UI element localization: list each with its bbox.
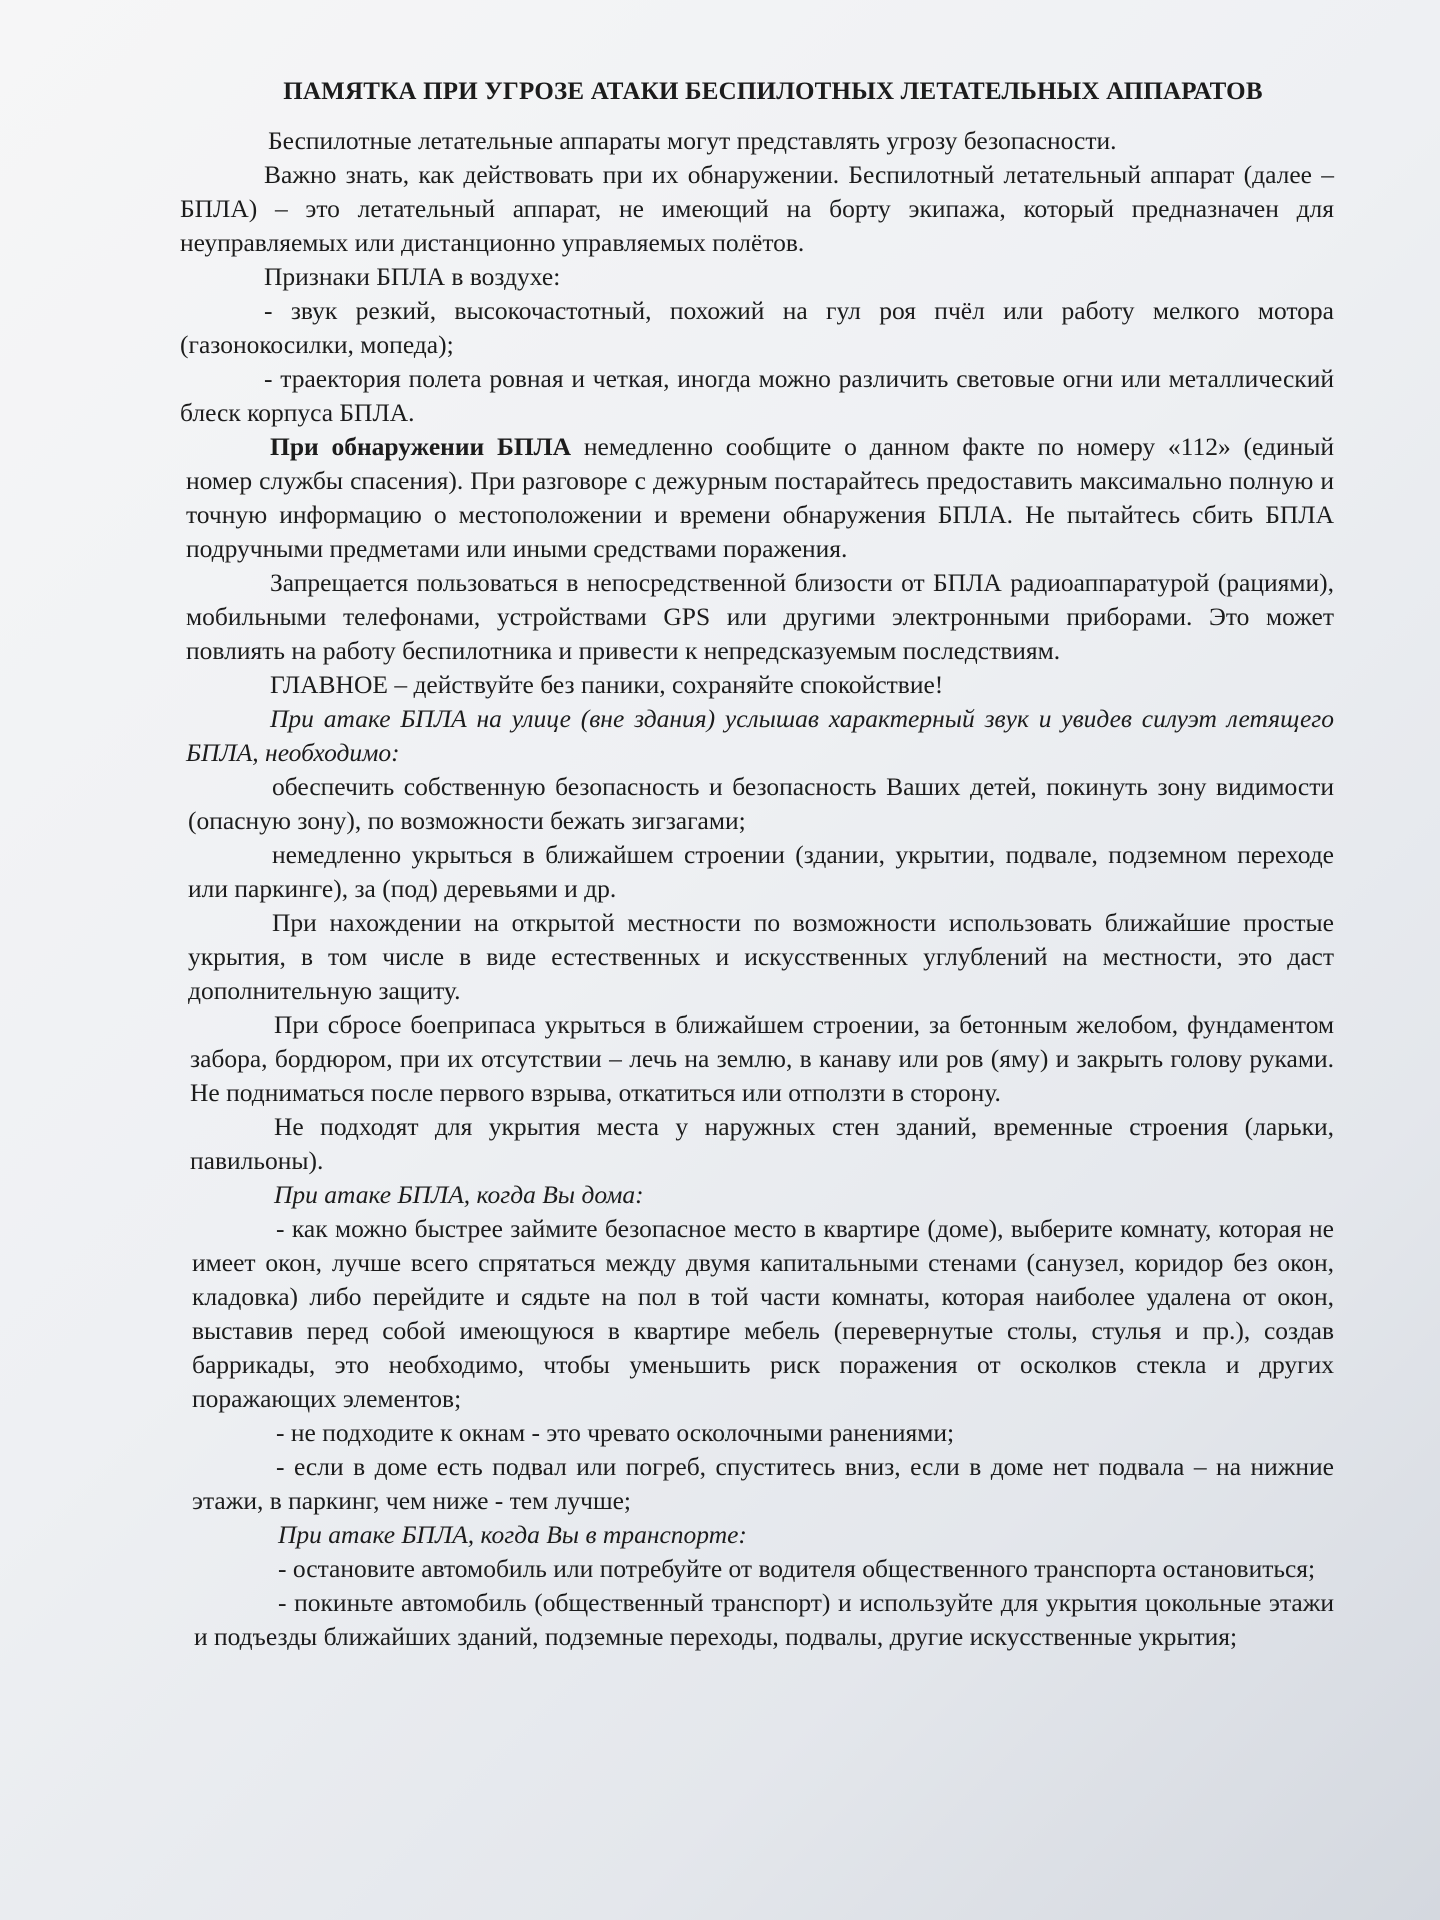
sign-item-1: - звук резкий, высокочастотный, похожий на гул роя пчёл или работу мелкого мотора (газонокосилки, мопеда); (180, 296, 1334, 359)
transport-item-1: - остановите автомобиль или потребуйте от водителя общественного транспорта остановиться; (278, 1554, 1316, 1583)
intro-paragraph-2: Важно знать, как действовать при их обнаружении. Беспилотный летательный аппарат (далее – БПЛА) – это летательный аппарат, не имеющий на борту экипажа, который предназначен для неуправляемых или дистанционно управляемых полётов. (180, 160, 1334, 257)
prohibited-paragraph: Запрещается пользоваться в непосредственной близости от БПЛА радиоаппаратурой (рациями), мобильными телефонами, устройствами GPS или другими электронными приборами. Это может повлиять на работу беспилотника и привести к непредсказуемым последствиям. (186, 568, 1334, 665)
transport-item-2: - покиньте автомобиль (общественный транспорт) и используйте для укрытия цокольные этажи и подъезды ближайших зданий, подземные переходы, подвалы, другие искусственные укрытия; (194, 1588, 1334, 1651)
sign-item-2: - траектория полета ровная и четкая, иногда можно различить световые огни или металлический блеск корпуса БПЛА. (180, 364, 1334, 427)
home-item-3: - если в доме есть подвал или погреб, спуститесь вниз, если в доме нет подвала – на нижние этажи, в паркинг, чем ниже - тем лучше; (192, 1452, 1334, 1515)
home-heading: При атаке БПЛА, когда Вы дома: (274, 1180, 644, 1209)
detection-paragraph (186, 430, 1334, 566)
street-item-2: немедленно укрыться в ближайшем строении (здании, укрытии, подвале, подземном переходе или паркинге), за (под) деревьями и др. (188, 840, 1334, 903)
detection-bold-lead: При обнаружении БПЛА (270, 432, 572, 461)
main-rule: ГЛАВНОЕ – действуйте без паники, сохраняйте спокойствие! (270, 670, 944, 699)
home-item-1: - как можно быстрее займите безопасное место в квартире (доме), выберите комнату, которая не имеет окон, лучше всего спрятаться между двумя капитальными стенами (санузел, коридор без окон, кладовка) либо перейдите и сядьте на пол в той части комнаты, которая наиболее удалена от окон, выставив перед собой имеющуюся в квартире мебель (перевернутые столы, стулья и пр.), создав баррикады, это необходимо, чтобы уменьшить риск поражения от осколков стекла и других поражающих элементов; (192, 1214, 1334, 1413)
street-heading: При атаке БПЛА на улице (вне здания) услышав характерный звук и увидев силуэт летящего БПЛА, необходимо: (186, 704, 1334, 767)
street-item-3: При нахождении на открытой местности по возможности использовать ближайшие простые укрытия, в том числе в виде естественных и искусственных углублений на местности, это даст дополнительную защиту. (188, 908, 1334, 1005)
document-title: ПАМЯТКА ПРИ УГРОЗЕ АТАКИ БЕСПИЛОТНЫХ ЛЕТАТЕЛЬНЫХ АППАРАТОВ (283, 78, 1263, 105)
street-item-5: Не подходят для укрытия места у наружных стен зданий, временные строения (ларьки, павильоны). (190, 1112, 1334, 1175)
street-item-4: При сбросе боеприпаса укрыться в ближайшем строении, за бетонным желобом, фундаментом забора, бордюром, при их отсутствии – лечь на землю, в канаву или ров (яму) и закрыть голову руками. Не подниматься после первого взрыва, откатиться или отползти в сторону. (190, 1010, 1334, 1107)
home-item-2: - не подходите к окнам - это чревато осколочными ранениями; (276, 1418, 955, 1447)
transport-heading: При атаке БПЛА, когда Вы в транспорте: (278, 1520, 747, 1549)
signs-heading: Признаки БПЛА в воздухе: (264, 262, 561, 291)
intro-paragraph-1: Беспилотные летательные аппараты могут представлять угрозу безопасности. (268, 126, 1117, 155)
detection-text: немедленно сообщите о данном факте по номеру «112» (единый номер службы спасения). При разговоре с дежурным постарайтесь предоставить максимально полную и точную информацию о местоположении и времени обнаружения БПЛА. Не пытайтесь сбить БПЛА подручными предметами или иными средствами поражения. (186, 432, 1334, 563)
street-item-1: обеспечить собственную безопасность и безопасность Ваших детей, покинуть зону видимости (опасную зону), по возможности бежать зигзагами; (188, 772, 1334, 835)
